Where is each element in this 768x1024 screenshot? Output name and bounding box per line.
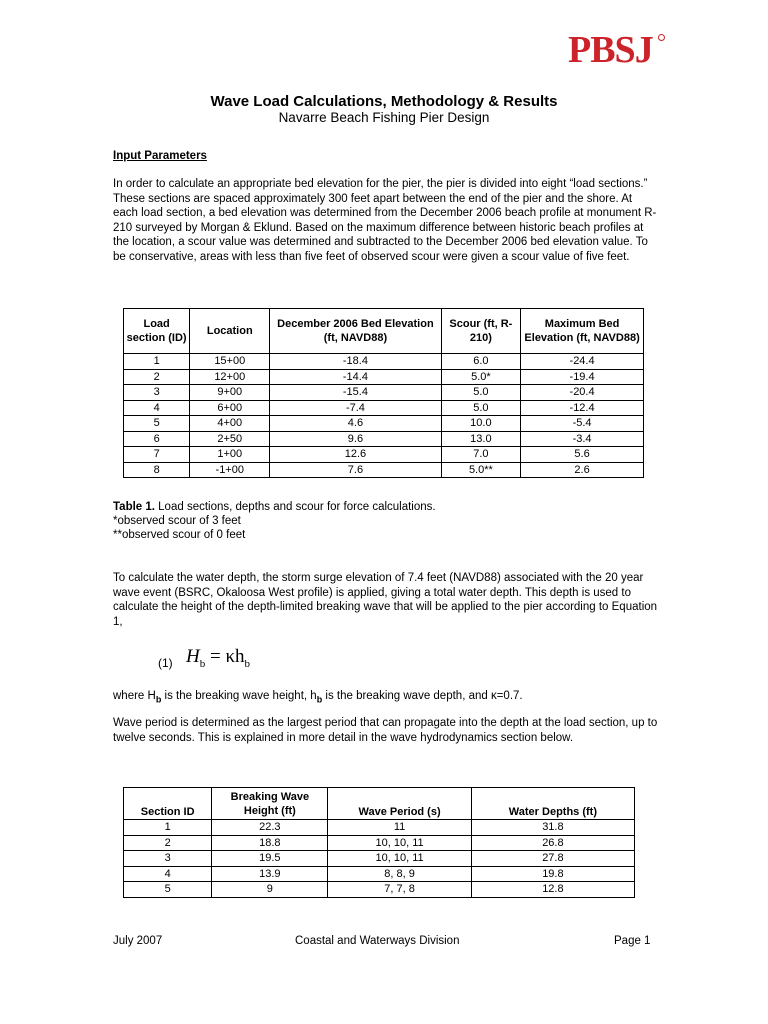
table-cell: 7: [124, 447, 190, 463]
table-cell: 6: [124, 431, 190, 447]
table-cell: -15.4: [270, 385, 441, 401]
table-row: [124, 835, 635, 851]
caption-text: Load sections, depths and scour for force calculations.: [154, 501, 436, 513]
table-cell: 5.6: [521, 447, 644, 463]
where-line: [113, 689, 658, 707]
table-cell: -7.4: [270, 400, 441, 416]
table1-note: *observed scour of 3 feet: [113, 515, 241, 527]
intro-paragraph: In order to calculate an appropriate bed elevation for the pier, the pier is divided into eight “load sections.” These sections are spaced approximately 300 feet apart between the end of the pier and the shore. At each load section, a bed elevation was determined from the December 2006 beach profile at monument R-210 surveyed by Morgan & Eklund. Based on the maximum difference between historic beach profiles at the location, a scour value was determined and subtracted to the December 2006 bed elevation value. To be conservative, areas with less than five feet of observed scour were given a scour value of five feet.: [113, 178, 657, 263]
table-header-cell: Scour (ft, R-210): [441, 309, 521, 354]
table-cell: 5: [124, 416, 190, 432]
table-cell: 8, 8, 9: [328, 866, 471, 882]
table-cell: 10.0: [441, 416, 521, 432]
table-header-cell: Load section (ID): [124, 309, 190, 354]
table-row: [124, 866, 635, 882]
eq-lhs: H: [186, 646, 200, 667]
table-row: [124, 851, 635, 867]
table-cell: 9: [212, 882, 328, 898]
table-cell: -12.4: [521, 400, 644, 416]
table-cell: 27.8: [471, 851, 634, 867]
table-header-cell: Breaking Wave Height (ft): [212, 788, 328, 820]
where-text: where H: [113, 690, 156, 702]
table-cell: 7.0: [441, 447, 521, 463]
equation-number: (1): [158, 656, 173, 670]
table-cell: 2+50: [190, 431, 270, 447]
table-header-cell: Wave Period (s): [328, 788, 471, 820]
table-header-row: [124, 309, 644, 354]
table-cell: 22.3: [212, 820, 328, 836]
footer-page-number: Page 1: [614, 935, 651, 947]
table-cell: 19.8: [471, 866, 634, 882]
registered-mark-icon: [658, 34, 665, 41]
table-cell: 26.8: [471, 835, 634, 851]
table-cell: 13.9: [212, 866, 328, 882]
table-row: [124, 385, 644, 401]
table-cell: 7.6: [270, 462, 441, 478]
table-cell: 13.0: [441, 431, 521, 447]
table-cell: 2: [124, 369, 190, 385]
table-cell: 6.0: [441, 354, 521, 370]
table-cell: 15+00: [190, 354, 270, 370]
table-cell: 2.6: [521, 462, 644, 478]
water-depth-paragraph: To calculate the water depth, the storm surge elevation of 7.4 feet (NAVD88) associated with the 20 year wave event (BSRC, Okaloosa West profile) is applied, giving a total water depth. This depth is used to calculate the height of the depth-limited breaking wave that will be applied to the pier according to Equation 1,: [113, 572, 658, 628]
table-cell: 31.8: [471, 820, 634, 836]
table-cell: 1: [124, 820, 212, 836]
table-row: [124, 447, 644, 463]
table1-note: **observed scour of 0 feet: [113, 529, 246, 541]
table-cell: 5.0: [441, 400, 521, 416]
table-cell: 9.6: [270, 431, 441, 447]
table-cell: -18.4: [270, 354, 441, 370]
breaking-wave-equation: [186, 646, 250, 670]
page-subtitle: Navarre Beach Fishing Pier Design: [278, 110, 490, 125]
table-cell: 12.8: [471, 882, 634, 898]
table-row: [124, 462, 644, 478]
table-cell: -1+00: [190, 462, 270, 478]
eq-rhs: = κh: [205, 646, 245, 667]
logo-text: PBSJ: [568, 29, 653, 71]
table-cell: 5.0**: [441, 462, 521, 478]
table-cell: 6+00: [190, 400, 270, 416]
table-cell: 10, 10, 11: [328, 851, 471, 867]
table-cell: 1: [124, 354, 190, 370]
table-cell: 19.5: [212, 851, 328, 867]
table-cell: 9+00: [190, 385, 270, 401]
table-header-cell: December 2006 Bed Elevation (ft, NAVD88): [270, 309, 441, 354]
table-cell: 12+00: [190, 369, 270, 385]
where-sub: b: [316, 694, 323, 705]
table-header-cell: Section ID: [124, 788, 212, 820]
table-cell: 3: [124, 851, 212, 867]
caption-label: Table 1.: [113, 501, 155, 513]
table-cell: 4.6: [270, 416, 441, 432]
table-header-cell: Location: [190, 309, 270, 354]
table-cell: 12.6: [270, 447, 441, 463]
table-row: [124, 400, 644, 416]
wave-parameters-table: [123, 787, 635, 898]
where-text: is the breaking wave height, h: [161, 690, 317, 702]
table-cell: 4: [124, 866, 212, 882]
table-cell: -20.4: [521, 385, 644, 401]
table-cell: -3.4: [521, 431, 644, 447]
footer-date: July 2007: [113, 935, 163, 947]
wave-period-paragraph: Wave period is determined as the largest period that can propagate into the depth at the load section, up to twelve seconds. This is explained in more detail in the wave hydrodynamics section below.: [113, 717, 658, 744]
table-cell: 8: [124, 462, 190, 478]
page-title: Wave Load Calculations, Methodology & Results: [210, 93, 558, 110]
table-cell: 5.0: [441, 385, 521, 401]
eq-lhs-sub: b: [199, 657, 206, 670]
table-row: [124, 431, 644, 447]
table-cell: 7, 7, 8: [328, 882, 471, 898]
table-cell: -24.4: [521, 354, 644, 370]
table-cell: 4: [124, 400, 190, 416]
pbsj-logo: [568, 30, 664, 70]
where-text: is the breaking wave depth, and κ=0.7.: [322, 690, 523, 702]
table-row: [124, 354, 644, 370]
table-row: [124, 882, 635, 898]
table-cell: 10, 10, 11: [328, 835, 471, 851]
table-header-cell: Water Depths (ft): [471, 788, 634, 820]
table-header-row: [124, 788, 635, 820]
table-row: [124, 416, 644, 432]
where-sub: b: [155, 694, 162, 705]
table-cell: 1+00: [190, 447, 270, 463]
section-heading: Input Parameters: [113, 150, 207, 162]
table-row: [124, 369, 644, 385]
table-cell: 11: [328, 820, 471, 836]
table-cell: -5.4: [521, 416, 644, 432]
table-cell: 18.8: [212, 835, 328, 851]
table-cell: 5: [124, 882, 212, 898]
table-cell: -19.4: [521, 369, 644, 385]
eq-rhs-sub: b: [244, 657, 251, 670]
footer-division: Coastal and Waterways Division: [295, 935, 460, 947]
table-cell: 3: [124, 385, 190, 401]
load-sections-table: [123, 308, 644, 478]
table1-caption: [113, 500, 436, 515]
table-cell: 5.0*: [441, 369, 521, 385]
table-row: [124, 820, 635, 836]
table-cell: 4+00: [190, 416, 270, 432]
table-header-cell: Maximum Bed Elevation (ft, NAVD88): [521, 309, 644, 354]
table-cell: 2: [124, 835, 212, 851]
table-cell: -14.4: [270, 369, 441, 385]
